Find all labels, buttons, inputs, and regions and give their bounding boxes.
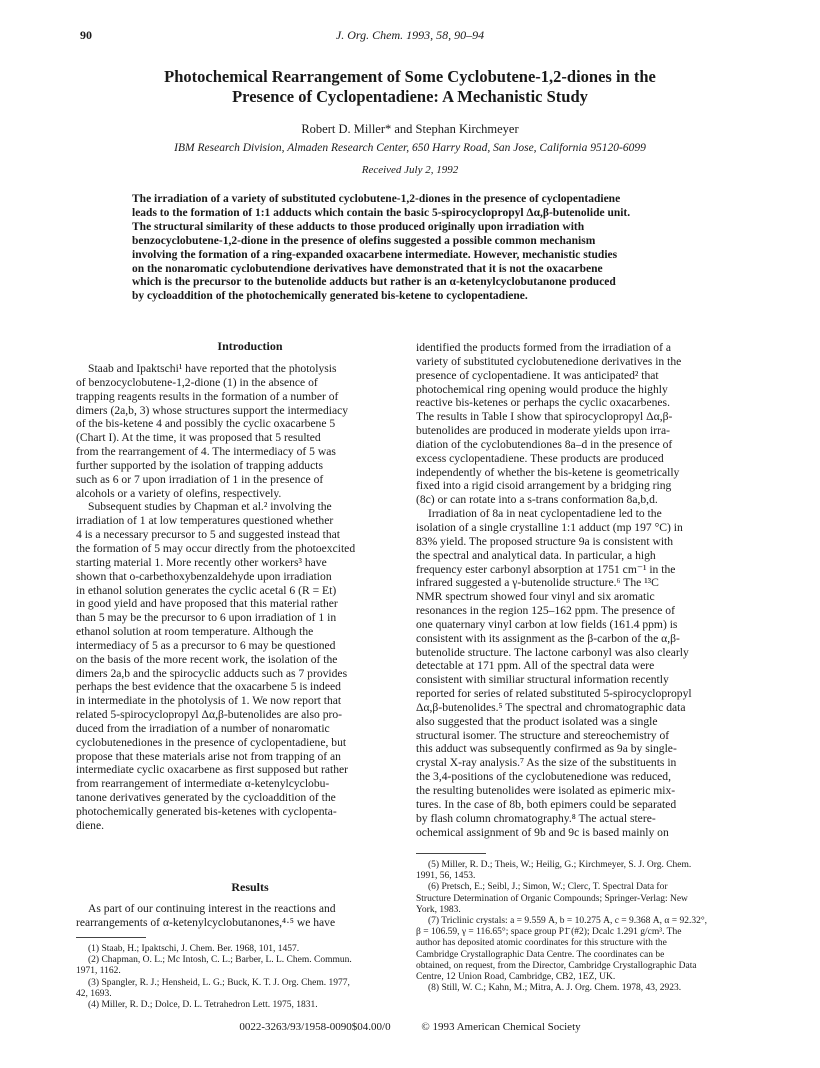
page-footer bbox=[0, 1021, 820, 1033]
text-line: in intermediate in the photolysis of 1. We now report that bbox=[76, 694, 342, 708]
text-line: As part of our continuing interest in the reactions and bbox=[88, 902, 336, 915]
text-line: this adduct was subsequently confirmed as 9a by single- bbox=[416, 742, 677, 756]
text-line: reported for series of related substituted 5-spirocyclopropyl bbox=[416, 687, 692, 701]
text-line: detectable at 171 ppm. All of the spectral data were bbox=[416, 659, 655, 673]
text-line: the 3,4-positions of the cyclobutenedione was reduced, bbox=[416, 770, 671, 784]
text-line: excess cyclopentadiene. These products are produced bbox=[416, 451, 664, 465]
text-line: in good yield and have proposed that this material rather bbox=[76, 597, 338, 611]
text-line: tanone derivatives generated by the cycloaddition of the bbox=[76, 791, 336, 805]
text-line: cyclobutenediones in the presence of cyclopentadiene, but bbox=[76, 735, 347, 749]
text-line: perhaps the best evidence that the oxacarbene 5 is indeed bbox=[76, 680, 341, 694]
text-line: than 5 may be the precursor to 6 upon irradiation of 1 in bbox=[76, 611, 337, 625]
text-line: NMR spectrum showed four vinyl and six aromatic bbox=[416, 590, 655, 604]
text-line: photochemical ring opening would produce the highly bbox=[416, 382, 668, 396]
text-line: also suggested that the product isolated was a single bbox=[416, 714, 658, 728]
text-line: fixed into a rigid cisoid arrangement by a bridging ring bbox=[416, 479, 672, 493]
footnote-line: 42, 1693. bbox=[76, 988, 112, 999]
footnote-line: (1) Staab, H.; Ipaktschi, J. Chem. Ber. 1968, 101, 1457. bbox=[88, 944, 300, 954]
title-line-2: Presence of Cyclopentadiene: A Mechanistic Study bbox=[232, 87, 588, 106]
text-line: resonances in the region 125–162 ppm. The presence of bbox=[416, 604, 675, 618]
abstract-line: involving the formation of a ring-expanded oxacarbene intermediate. However, mechanistic studies bbox=[132, 248, 618, 261]
right-column-body bbox=[416, 341, 740, 839]
affiliation: IBM Research Division, Almaden Research Center, 650 Harry Road, San Jose, California 95120-6099 bbox=[174, 142, 646, 154]
received-date: Received July 2, 1992 bbox=[361, 164, 459, 176]
footnote-line: Structure Determination of Organic Compounds; Springer-Verlag: New bbox=[416, 893, 688, 904]
text-line: on the basis of the more recent work, the isolation of the bbox=[76, 652, 338, 666]
text-line: from the rearrangement of 4. The intermediacy of 5 was bbox=[76, 445, 336, 459]
journal-citation: J. Org. Chem. 1993, 58, 90–94 bbox=[335, 28, 485, 42]
abstract-line: The structural similarity of these adducts to those produced originally upon irradiation with bbox=[132, 220, 585, 233]
footnote-line: obtained, on request, from the Director, Cambridge Crystallographic Data bbox=[416, 960, 697, 971]
introduction-body bbox=[76, 362, 400, 833]
article-title bbox=[120, 67, 700, 107]
abstract-line: which is the precursor to the butenolide adducts but rather is an α-ketenylcyclobutanone produced bbox=[132, 276, 616, 289]
footnote-line: (8) Still, W. C.; Kahn, M.; Mitra, A. J. Org. Chem. 1978, 43, 2923. bbox=[428, 983, 682, 994]
footnote-line: (2) Chapman, O. L.; Mc Intosh, C. L.; Barber, L. L. Chem. Commun. bbox=[88, 955, 352, 966]
footnotes-left bbox=[76, 944, 400, 1011]
text-line: trapping reagents results in the formation of a number of bbox=[76, 389, 339, 403]
footnote-line: (6) Pretsch, E.; Seibl, J.; Simon, W.; Clerc, T. Spectral Data for bbox=[428, 882, 668, 893]
text-line: diene. bbox=[76, 818, 105, 832]
text-line: of the bis-ketene 4 and possibly the cyclic oxacarbene 5 bbox=[76, 417, 336, 431]
text-line: in ethanol solution generates the cyclic acetal 6 (R = Et) bbox=[76, 583, 337, 597]
text-line: the resulting butenolides were isolated as epimeric mix- bbox=[416, 784, 676, 797]
text-line: 4 is a necessary precursor to 5 and suggested instead that bbox=[76, 528, 341, 542]
text-line: variety of substituted cyclobutenedione derivatives in the bbox=[416, 354, 682, 368]
authors: Robert D. Miller* and Stephan Kirchmeyer bbox=[301, 122, 519, 136]
footnote-line: author has deposited atomic coordinates for this structure with the bbox=[416, 938, 667, 949]
results-heading: Results bbox=[231, 880, 269, 894]
text-line: by flash column chromatography.⁸ The actual stere- bbox=[416, 811, 656, 825]
text-line: Staab and Ipaktschi¹ have reported that the photolysis bbox=[88, 362, 337, 375]
text-line: 83% yield. The proposed structure 9a is consistent with bbox=[416, 534, 674, 548]
text-line: intermediate cyclic oxacarbene as first supposed but rather bbox=[76, 763, 349, 777]
text-line: the spectral and analytical data. In particular, a high bbox=[416, 548, 656, 562]
footnote-line: β = 106.59, γ = 116.65°; space group P1̄ (#2); Dcalc 1.291 g/cm³. The bbox=[416, 927, 682, 938]
text-line: butenolides are produced in moderate yields upon irra- bbox=[416, 424, 671, 438]
footnote-line: 1971, 1162. bbox=[76, 966, 121, 977]
text-line: tures. In the case of 8b, both epimers could be separated bbox=[416, 797, 677, 811]
footnote-line: (5) Miller, R. D.; Theis, W.; Heilig, G.; Kirchmeyer, S. J. Org. Chem. bbox=[428, 860, 692, 870]
text-line: photochemically generated bis-ketenes with cyclopenta- bbox=[76, 805, 337, 818]
footnote-line: (7) Triclinic crystals: a = 9.559 Å, b = 10.275 Å, c = 9.368 Å, α = 92.32°, bbox=[428, 916, 708, 927]
text-line: ochemical assignment of 9b and 9c is based mainly on bbox=[416, 825, 669, 839]
text-line: infrared suggested a γ-butenolide structure.⁶ The ¹³C bbox=[416, 576, 659, 590]
footnote-divider-left bbox=[76, 937, 146, 938]
text-line: Subsequent studies by Chapman et al.² involving the bbox=[88, 500, 332, 514]
text-line: duced from the irradiation of a number of nonaromatic bbox=[76, 721, 330, 735]
abstract-line: by cycloaddition of the photochemically generated bis-ketene to cyclopentadiene. bbox=[132, 290, 528, 303]
footnote-line: York, 1983. bbox=[416, 904, 461, 915]
footnote-divider-right bbox=[416, 853, 486, 854]
text-line: structural isomer. The structure and stereochemistry of bbox=[416, 728, 670, 742]
text-line: related 5-spirocyclopropyl Δα,β-butenolides are also pro- bbox=[76, 708, 343, 722]
text-line: isolation of a single crystalline 1:1 adduct (mp 197 °C) in bbox=[416, 520, 683, 534]
text-line: consistent with similiar structural information recently bbox=[416, 673, 669, 687]
text-line: dimers 2a,b and the spirocyclic adducts such as 7 provides bbox=[76, 666, 348, 680]
text-line: presence of cyclopentadiene. It was anticipated² that bbox=[416, 368, 659, 382]
footnotes-right bbox=[416, 860, 740, 994]
text-line: from rearrangement of intermediate α-ketenylcyclobu- bbox=[76, 777, 330, 791]
footnote-line: (3) Spangler, R. J.; Hensheid, L. G.; Buck, K. T. J. Org. Chem. 1977, bbox=[88, 977, 350, 988]
text-line: Irradiation of 8a in neat cyclopentadiene led to the bbox=[428, 507, 662, 521]
abstract-line: benzocyclobutene-1,2-dione in the presence of olefins suggested a possible common mechanism bbox=[132, 234, 596, 247]
text-line: propose that these materials arise not from trapping of an bbox=[76, 749, 341, 763]
text-line: butenolide structure. The lactone carbonyl was also clearly bbox=[416, 645, 689, 659]
text-line: consistent with its assignment as the β-carbon of the α,β- bbox=[416, 631, 680, 645]
abstract-line: on the nonaromatic cyclobutendione derivatives have demonstrated that it is not the oxacarbene bbox=[132, 262, 603, 275]
abstract bbox=[132, 193, 688, 304]
text-line: shown that o-carbethoxybenzaldehyde upon irradiation bbox=[76, 569, 332, 583]
text-line: independently of whether the bis-ketene is geometrically bbox=[416, 465, 680, 479]
text-line: rearrangements of α-ketenylcyclobutanones,⁴·⁵ we have bbox=[76, 915, 336, 929]
text-line: such as 6 or 7 upon irradiation of 1 in the presence of bbox=[76, 472, 324, 486]
text-line: dimers (2a,b, 3) whose structures support the intermediacy bbox=[76, 403, 349, 417]
text-line: Δα,β-butenolides.⁵ The spectral and chromatographic data bbox=[416, 700, 686, 714]
copyright: © 1993 American Chemical Society bbox=[421, 1021, 581, 1033]
text-line: further supported by the isolation of trapping adducts bbox=[76, 458, 323, 472]
text-line: one quaternary vinyl carbon at low fields (161.4 ppm) is bbox=[416, 617, 678, 631]
text-line: ethanol solution at room temperature. Although the bbox=[76, 625, 314, 639]
article-code: 0022-3263/93/1958-0090$04.00/0 bbox=[239, 1021, 391, 1033]
title-line-1: Photochemical Rearrangement of Some Cyclobutene-1,2-diones in the bbox=[164, 67, 656, 86]
introduction-heading: Introduction bbox=[217, 339, 283, 353]
text-line: alcohols or a variety of olefins, respectively. bbox=[76, 486, 282, 500]
text-line: crystal X-ray analysis.⁷ As the size of the substituents in bbox=[416, 756, 677, 770]
text-line: the formation of 5 may occur directly from the photoexcited bbox=[76, 541, 356, 555]
abstract-line: leads to the formation of 1:1 adducts which contain the basic 5-spirocyclopropyl Δα,β-butenolide unit. bbox=[132, 206, 631, 219]
text-line: intermediacy of 5 as a precursor to 6 may be questioned bbox=[76, 638, 336, 652]
text-line: reactive bis-ketenes or perhaps the cyclic oxacarbenes. bbox=[416, 396, 670, 410]
results-body bbox=[76, 902, 400, 930]
text-line: The results in Table I show that spirocyclopropyl Δα,β- bbox=[416, 410, 673, 424]
text-line: identified the products formed from the irradiation of a bbox=[416, 341, 671, 354]
text-line: of benzocyclobutene-1,2-dione (1) in the absence of bbox=[76, 375, 318, 389]
footnote-line: Cambridge Crystallographic Data Centre. The coordinates can be bbox=[416, 949, 665, 960]
text-line: frequency ester carbonyl absorption at 1751 cm⁻¹ in the bbox=[416, 562, 676, 576]
footnote-line: 1991, 56, 1453. bbox=[416, 871, 476, 882]
text-line: diation of the cyclobutendiones 8a–d in the presence of bbox=[416, 437, 673, 451]
text-line: (8c) or can rotate into a s-trans conformation 8a,b,d. bbox=[416, 493, 658, 507]
text-line: irradiation of 1 at low temperatures questioned whether bbox=[76, 514, 334, 528]
text-line: starting material 1. More recently other workers³ have bbox=[76, 555, 327, 569]
footnote-line: (4) Miller, R. D.; Dolce, D. L. Tetrahedron Lett. 1975, 1831. bbox=[88, 1000, 318, 1011]
abstract-line: The irradiation of a variety of substituted cyclobutene-1,2-diones in the presence of cyclopentadiene bbox=[132, 193, 621, 205]
footnote-line: Centre, 12 Union Road, Cambridge, CB2, 1EZ, UK. bbox=[416, 972, 616, 983]
text-line: (Chart I). At the time, it was proposed that 5 resulted bbox=[76, 431, 321, 445]
page-number: 90 bbox=[80, 28, 92, 42]
